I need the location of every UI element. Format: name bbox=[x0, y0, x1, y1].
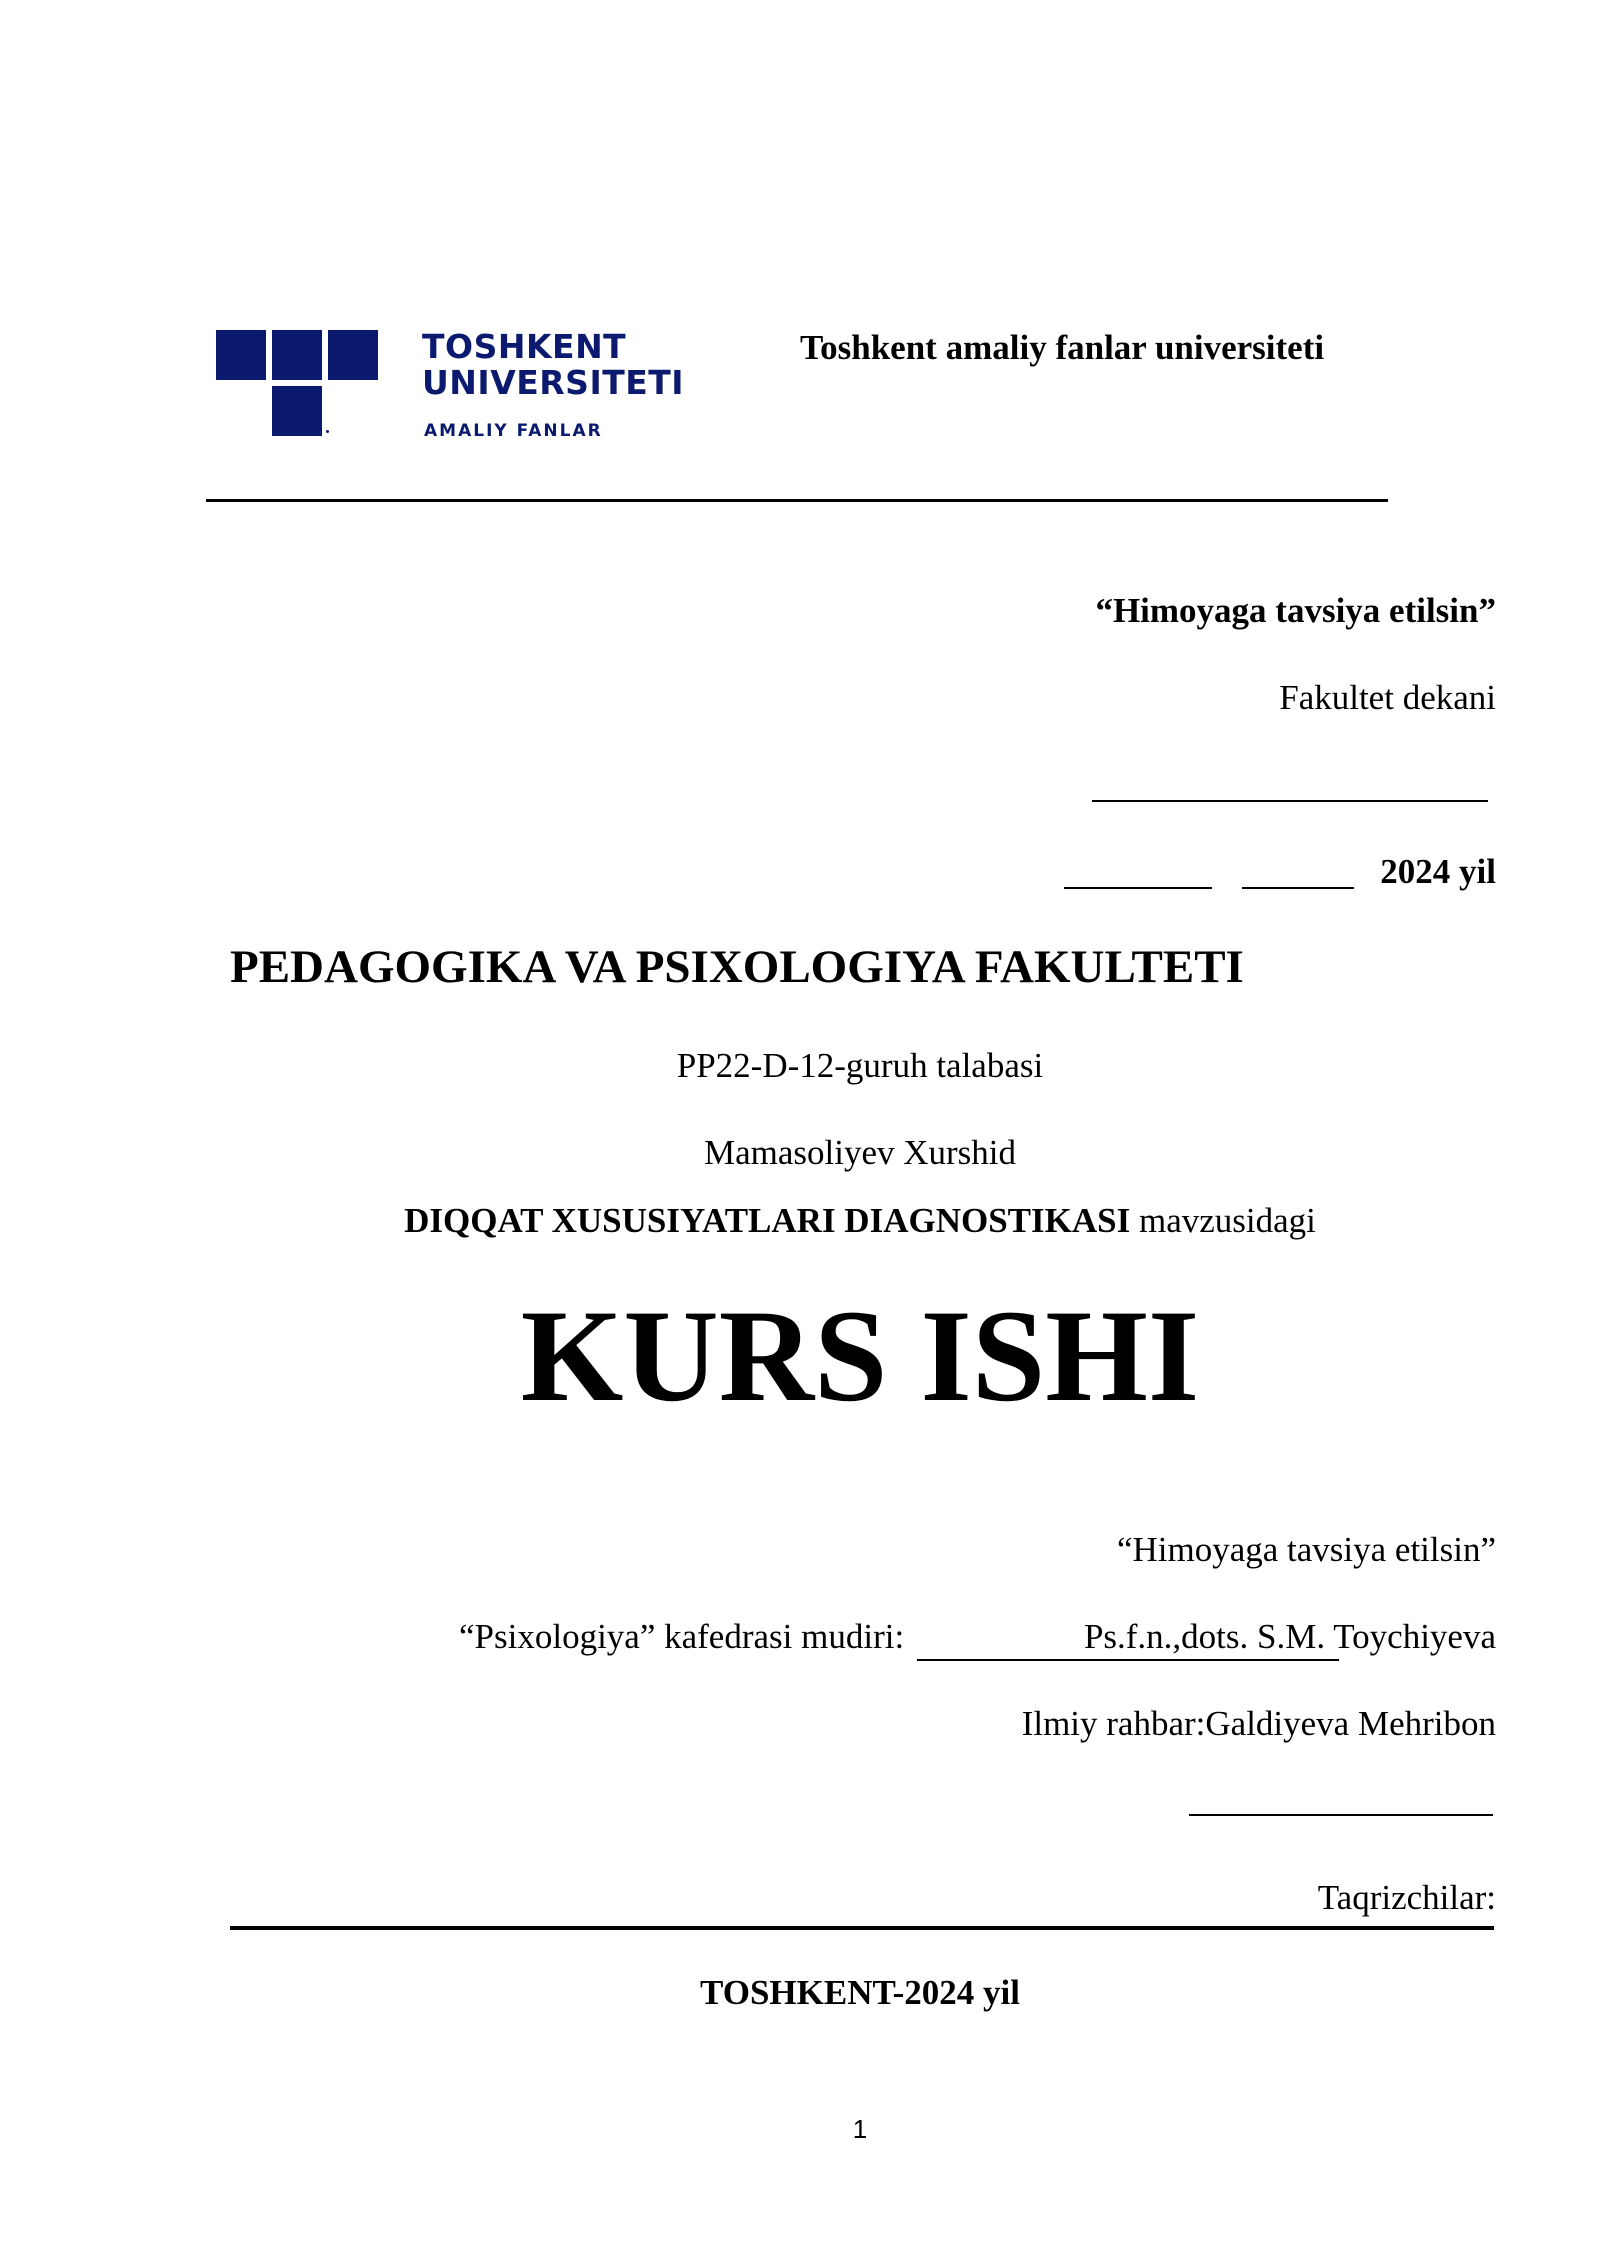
page-number: 1 bbox=[852, 2114, 868, 2144]
supervisor-signature-line bbox=[1189, 1814, 1493, 1816]
dean-role: Fakultet dekani bbox=[1279, 678, 1496, 717]
student-group: PP22-D-12-guruh talabasi bbox=[676, 1046, 1044, 1085]
date-blank-2 bbox=[1242, 887, 1354, 889]
logo-text-line1: TOSHKENT bbox=[422, 327, 627, 366]
university-name: Toshkent amaliy fanlar universiteti bbox=[800, 328, 1325, 367]
department-head: Ps.f.n.,dots. S.M. Toychiyeva bbox=[1083, 1617, 1496, 1656]
topic-suffix: mavzusidagi bbox=[1130, 1201, 1316, 1240]
faculty-title: PEDAGOGIKA VA PSIXOLOGIYA FAKULTETI bbox=[230, 941, 1244, 993]
reviewers-label: Taqrizchilar: bbox=[1317, 1878, 1496, 1917]
logo-square-3 bbox=[328, 330, 378, 380]
department-head-underline bbox=[917, 1659, 1339, 1661]
logo-square-2 bbox=[272, 330, 322, 380]
logo-dot bbox=[326, 430, 329, 433]
student-name: Mamasoliyev Xurshid bbox=[703, 1133, 1017, 1172]
logo-text-line2: UNIVERSITETI bbox=[422, 363, 685, 402]
topic-line bbox=[0, 1201, 1600, 1241]
logo-text-line3: AMALIY FANLAR bbox=[424, 421, 603, 441]
city-year: TOSHKENT-2024 yil bbox=[700, 1973, 1020, 2012]
logo-square-4 bbox=[272, 386, 322, 436]
date-blank-1 bbox=[1064, 887, 1212, 889]
supervisor: Ilmiy rahbar:Galdiyeva Mehribon bbox=[1021, 1704, 1496, 1743]
approval-year: 2024 yil bbox=[1380, 852, 1496, 891]
approval-heading-bottom: “Himoyaga tavsiya etilsin” bbox=[1116, 1530, 1496, 1569]
work-type-title: KURS ISHI bbox=[520, 1282, 1200, 1429]
approval-heading-top: “Himoyaga tavsiya etilsin” bbox=[1095, 591, 1496, 630]
department-label: “Psixologiya” kafedrasi mudiri: bbox=[459, 1617, 905, 1656]
header-divider bbox=[206, 499, 1388, 502]
logo-square-1 bbox=[216, 330, 266, 380]
reviewers-rule bbox=[230, 1926, 1494, 1930]
topic-title: DIQQAT XUSUSIYATLARI DIAGNOSTIKASI bbox=[404, 1201, 1131, 1240]
university-logo bbox=[216, 326, 685, 446]
dean-signature-line bbox=[1092, 800, 1488, 802]
